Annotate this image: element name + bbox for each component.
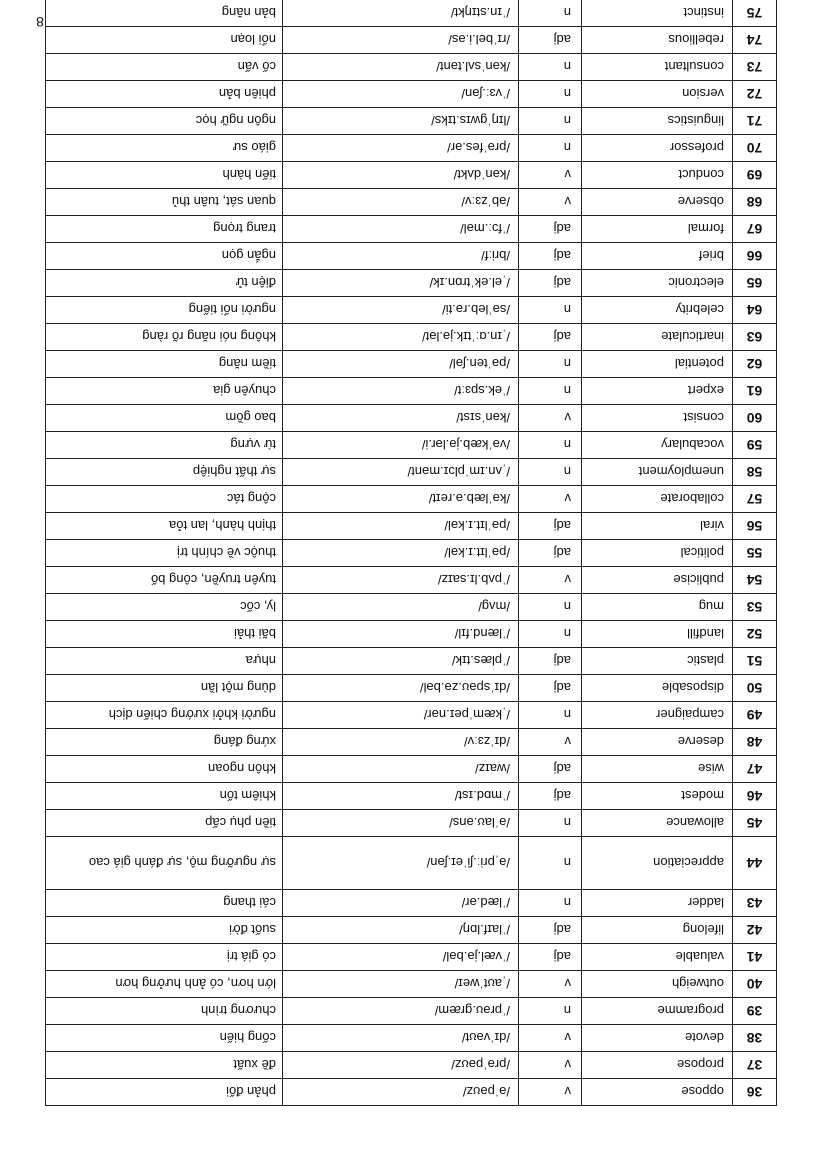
entry-pronunciation: /kənˈdʌkt/ (283, 162, 519, 189)
entry-word: instinct (582, 0, 733, 27)
entry-number: 51 (733, 648, 777, 675)
entry-word: oppose (582, 1079, 733, 1106)
entry-word: appreciation (582, 837, 733, 890)
entry-word: professor (582, 135, 733, 162)
table-row (46, 1025, 777, 1052)
entry-pronunciation: /ˈvæl.jə.bəl/ (283, 944, 519, 971)
entry-pronunciation: /prəˈfes.ər/ (283, 135, 519, 162)
entry-number: 62 (733, 351, 777, 378)
entry-word: brief (582, 243, 733, 270)
entry-meaning: suốt đời (46, 917, 283, 944)
entry-number: 55 (733, 540, 777, 567)
entry-part-of-speech: n (519, 54, 582, 81)
entry-pronunciation: /pəˈlɪt.ɪ.kəl/ (283, 513, 519, 540)
entry-part-of-speech: adj (519, 540, 582, 567)
entry-pronunciation: /ˌkæmˈpeɪ.nər/ (283, 702, 519, 729)
table-row (46, 216, 777, 243)
table-row (46, 243, 777, 270)
entry-meaning: giáo sư (46, 135, 283, 162)
entry-word: linguistics (582, 108, 733, 135)
table-row (46, 378, 777, 405)
entry-part-of-speech: adj (519, 216, 582, 243)
entry-part-of-speech: v (519, 162, 582, 189)
entry-part-of-speech: n (519, 621, 582, 648)
entry-word: modest (582, 783, 733, 810)
entry-part-of-speech: adj (519, 270, 582, 297)
table-row (46, 54, 777, 81)
entry-word: consultant (582, 54, 733, 81)
page-number: 8 (36, 14, 44, 30)
entry-meaning: nhựa (46, 648, 283, 675)
entry-part-of-speech: adj (519, 756, 582, 783)
table-row (46, 513, 777, 540)
entry-part-of-speech: n (519, 297, 582, 324)
entry-word: expert (582, 378, 733, 405)
entry-number: 65 (733, 270, 777, 297)
table-row (46, 270, 777, 297)
entry-part-of-speech: adj (519, 944, 582, 971)
entry-pronunciation: /ˈpʌb.lɪ.saɪz/ (283, 567, 519, 594)
entry-pronunciation: /ˈplæs.tɪk/ (283, 648, 519, 675)
entry-number: 52 (733, 621, 777, 648)
entry-number: 49 (733, 702, 777, 729)
table-row (46, 405, 777, 432)
table-row (46, 890, 777, 917)
entry-number: 42 (733, 917, 777, 944)
entry-pronunciation: /ˈfɔː.məl/ (283, 216, 519, 243)
entry-number: 45 (733, 810, 777, 837)
entry-part-of-speech: v (519, 405, 582, 432)
entry-number: 36 (733, 1079, 777, 1106)
entry-word: allowance (582, 810, 733, 837)
entry-pronunciation: /ˈlænd.fɪl/ (283, 621, 519, 648)
entry-word: disposable (582, 675, 733, 702)
entry-pronunciation: /ˈvɜː.ʃən/ (283, 81, 519, 108)
entry-pronunciation: /dɪˈvəʊt/ (283, 1025, 519, 1052)
entry-word: rebellious (582, 27, 733, 54)
table-row (46, 540, 777, 567)
entry-number: 38 (733, 1025, 777, 1052)
entry-number: 72 (733, 81, 777, 108)
entry-meaning: quan sát, tuân thủ (46, 189, 283, 216)
table-row (46, 162, 777, 189)
entry-pronunciation: /ˈlæd.ər/ (283, 890, 519, 917)
entry-number: 54 (733, 567, 777, 594)
entry-part-of-speech: adj (519, 783, 582, 810)
entry-word: lifelong (582, 917, 733, 944)
entry-number: 75 (733, 0, 777, 27)
table-row (46, 729, 777, 756)
table-row (46, 351, 777, 378)
entry-word: potential (582, 351, 733, 378)
table-row (46, 459, 777, 486)
entry-part-of-speech: n (519, 135, 582, 162)
entry-part-of-speech: n (519, 702, 582, 729)
entry-word: propose (582, 1052, 733, 1079)
entry-meaning: người nổi tiếng (46, 297, 283, 324)
entry-meaning: bao gồm (46, 405, 283, 432)
entry-number: 71 (733, 108, 777, 135)
table-row (46, 810, 777, 837)
vocabulary-table-body (46, 0, 777, 1106)
entry-meaning: ngôn ngữ học (46, 108, 283, 135)
entry-meaning: khôn ngoan (46, 756, 283, 783)
entry-meaning: từ vựng (46, 432, 283, 459)
entry-number: 39 (733, 998, 777, 1025)
entry-part-of-speech: n (519, 351, 582, 378)
entry-part-of-speech: v (519, 971, 582, 998)
entry-number: 43 (733, 890, 777, 917)
entry-part-of-speech: n (519, 998, 582, 1025)
entry-pronunciation: /pəˈten.ʃəl/ (283, 351, 519, 378)
entry-pronunciation: /pəˈlɪt.ɪ.kəl/ (283, 540, 519, 567)
entry-part-of-speech: n (519, 890, 582, 917)
entry-meaning: cống hiến (46, 1025, 283, 1052)
table-row (46, 594, 777, 621)
entry-part-of-speech: v (519, 729, 582, 756)
table-row (46, 783, 777, 810)
entry-meaning: thuộc về chính trị (46, 540, 283, 567)
entry-number: 46 (733, 783, 777, 810)
entry-number: 63 (733, 324, 777, 351)
entry-number: 47 (733, 756, 777, 783)
table-row (46, 702, 777, 729)
entry-pronunciation: /ˌel.ekˈtrɒn.ɪk/ (283, 270, 519, 297)
entry-pronunciation: /kəˈlæb.ə.reɪt/ (283, 486, 519, 513)
entry-meaning: ly, cốc (46, 594, 283, 621)
entry-number: 66 (733, 243, 777, 270)
entry-pronunciation: /səˈleb.rə.ti/ (283, 297, 519, 324)
entry-meaning: cố vấn (46, 54, 283, 81)
entry-meaning: bản năng (46, 0, 283, 27)
entry-pronunciation: /ˈlaɪf.lɒŋ/ (283, 917, 519, 944)
entry-meaning: bãi thải (46, 621, 283, 648)
entry-word: valuable (582, 944, 733, 971)
entry-part-of-speech: n (519, 459, 582, 486)
entry-word: consist (582, 405, 733, 432)
entry-number: 58 (733, 459, 777, 486)
entry-part-of-speech: n (519, 810, 582, 837)
entry-part-of-speech: adj (519, 27, 582, 54)
table-row (46, 998, 777, 1025)
entry-pronunciation: /ˈprəʊ.ɡræm/ (283, 998, 519, 1025)
entry-meaning: nổi loạn (46, 27, 283, 54)
entry-pronunciation: /ˈek.spɜːt/ (283, 378, 519, 405)
entry-part-of-speech: adj (519, 675, 582, 702)
entry-pronunciation: /rɪˈbel.i.əs/ (283, 27, 519, 54)
entry-number: 69 (733, 162, 777, 189)
entry-word: wise (582, 756, 733, 783)
entry-meaning: tuyên truyền, công bố (46, 567, 283, 594)
table-row (46, 567, 777, 594)
entry-word: vocabulary (582, 432, 733, 459)
entry-word: collaborate (582, 486, 733, 513)
entry-word: formal (582, 216, 733, 243)
table-row (46, 297, 777, 324)
entry-word: conduct (582, 162, 733, 189)
entry-part-of-speech: adj (519, 243, 582, 270)
entry-meaning: trang trọng (46, 216, 283, 243)
entry-number: 56 (733, 513, 777, 540)
entry-meaning: thịnh hành, lan tỏa (46, 513, 283, 540)
entry-word: inarticulate (582, 324, 733, 351)
entry-pronunciation: /dɪˈspəʊ.zə.bəl/ (283, 675, 519, 702)
table-row (46, 917, 777, 944)
entry-meaning: tiền phụ cấp (46, 810, 283, 837)
entry-meaning: cái thang (46, 890, 283, 917)
table-row (46, 648, 777, 675)
table-row (46, 1052, 777, 1079)
entry-number: 64 (733, 297, 777, 324)
entry-number: 59 (733, 432, 777, 459)
entry-part-of-speech: adj (519, 513, 582, 540)
entry-word: version (582, 81, 733, 108)
entry-word: viral (582, 513, 733, 540)
entry-pronunciation: /ˌaʊtˈweɪ/ (283, 971, 519, 998)
entry-number: 73 (733, 54, 777, 81)
table-row (46, 135, 777, 162)
entry-pronunciation: /lɪŋˈɡwɪs.tɪks/ (283, 108, 519, 135)
table-row (46, 621, 777, 648)
entry-meaning: sự thất nghiệp (46, 459, 283, 486)
entry-meaning: người khởi xướng chiến dịch (46, 702, 283, 729)
entry-pronunciation: /vəˈkæb.jə.lər.i/ (283, 432, 519, 459)
table-row (46, 837, 777, 890)
table-row (46, 432, 777, 459)
entry-meaning: lớn hơn, có ảnh hưởng hơn (46, 971, 283, 998)
entry-word: publicise (582, 567, 733, 594)
entry-word: mug (582, 594, 733, 621)
entry-part-of-speech: n (519, 594, 582, 621)
table-row (46, 1079, 777, 1106)
entry-part-of-speech: adj (519, 648, 582, 675)
entry-word: landfill (582, 621, 733, 648)
entry-number: 44 (733, 837, 777, 890)
entry-meaning: đề xuất (46, 1052, 283, 1079)
entry-pronunciation: /kənˈsʌl.tənt/ (283, 54, 519, 81)
entry-pronunciation: /kənˈsɪst/ (283, 405, 519, 432)
entry-pronunciation: /ˈmɒd.ɪst/ (283, 783, 519, 810)
entry-meaning: chuyên gia (46, 378, 283, 405)
entry-word: electronic (582, 270, 733, 297)
entry-pronunciation: /əˈpəʊz/ (283, 1079, 519, 1106)
entry-part-of-speech: v (519, 1052, 582, 1079)
table-row (46, 756, 777, 783)
entry-number: 67 (733, 216, 777, 243)
vocabulary-table (45, 0, 777, 1106)
entry-part-of-speech: adj (519, 324, 582, 351)
entry-meaning: sự ngưỡng mộ, sự đánh giá cao (46, 837, 283, 890)
entry-meaning: chương trình (46, 998, 283, 1025)
entry-pronunciation: /əˈlaʊ.əns/ (283, 810, 519, 837)
entry-part-of-speech: v (519, 486, 582, 513)
table-row (46, 675, 777, 702)
entry-number: 41 (733, 944, 777, 971)
entry-meaning: ngắn gọn (46, 243, 283, 270)
entry-word: observe (582, 189, 733, 216)
table-row (46, 324, 777, 351)
entry-number: 48 (733, 729, 777, 756)
entry-pronunciation: /dɪˈzɜːv/ (283, 729, 519, 756)
entry-part-of-speech: v (519, 1025, 582, 1052)
entry-part-of-speech: v (519, 189, 582, 216)
entry-word: deserve (582, 729, 733, 756)
entry-meaning: khiêm tốn (46, 783, 283, 810)
entry-pronunciation: /mʌɡ/ (283, 594, 519, 621)
table-row (46, 971, 777, 998)
entry-part-of-speech: n (519, 378, 582, 405)
entry-meaning: điện tử (46, 270, 283, 297)
table-row (46, 81, 777, 108)
table-row (46, 27, 777, 54)
entry-pronunciation: /ˌʌn.ɪmˈplɔɪ.mənt/ (283, 459, 519, 486)
entry-pronunciation: /əbˈzɜːv/ (283, 189, 519, 216)
table-row (46, 0, 777, 27)
entry-number: 53 (733, 594, 777, 621)
entry-number: 60 (733, 405, 777, 432)
entry-pronunciation: /ˈɪn.stɪŋkt/ (283, 0, 519, 27)
entry-part-of-speech: v (519, 1079, 582, 1106)
entry-number: 40 (733, 971, 777, 998)
entry-number: 57 (733, 486, 777, 513)
entry-meaning: tiến hành (46, 162, 283, 189)
table-row (46, 486, 777, 513)
entry-meaning: tiềm năng (46, 351, 283, 378)
entry-word: devote (582, 1025, 733, 1052)
entry-word: plastic (582, 648, 733, 675)
table-row (46, 189, 777, 216)
entry-meaning: dùng một lần (46, 675, 283, 702)
entry-number: 68 (733, 189, 777, 216)
entry-word: celebrity (582, 297, 733, 324)
entry-part-of-speech: adj (519, 917, 582, 944)
entry-meaning: phiên bản (46, 81, 283, 108)
entry-word: outweigh (582, 971, 733, 998)
entry-meaning: phản đối (46, 1079, 283, 1106)
entry-pronunciation: /briːf/ (283, 243, 519, 270)
entry-part-of-speech: n (519, 432, 582, 459)
entry-meaning: không nói năng rõ ràng (46, 324, 283, 351)
entry-number: 37 (733, 1052, 777, 1079)
entry-number: 61 (733, 378, 777, 405)
entry-number: 74 (733, 27, 777, 54)
entry-part-of-speech: n (519, 108, 582, 135)
entry-word: ladder (582, 890, 733, 917)
entry-part-of-speech: n (519, 81, 582, 108)
entry-number: 70 (733, 135, 777, 162)
entry-number: 50 (733, 675, 777, 702)
entry-meaning: xứng đáng (46, 729, 283, 756)
entry-meaning: có giá trị (46, 944, 283, 971)
entry-word: programme (582, 998, 733, 1025)
entry-part-of-speech: n (519, 0, 582, 27)
entry-pronunciation: /ˌɪn.ɑːˈtɪk.jə.lət/ (283, 324, 519, 351)
table-row (46, 108, 777, 135)
entry-part-of-speech: n (519, 837, 582, 890)
entry-pronunciation: /waɪz/ (283, 756, 519, 783)
entry-pronunciation: /əˌpriː.ʃiˈeɪ.ʃən/ (283, 837, 519, 890)
entry-word: campaigner (582, 702, 733, 729)
entry-meaning: cộng tác (46, 486, 283, 513)
entry-word: unemployment (582, 459, 733, 486)
table-row (46, 944, 777, 971)
entry-pronunciation: /prəˈpəʊz/ (283, 1052, 519, 1079)
entry-part-of-speech: v (519, 567, 582, 594)
entry-word: political (582, 540, 733, 567)
